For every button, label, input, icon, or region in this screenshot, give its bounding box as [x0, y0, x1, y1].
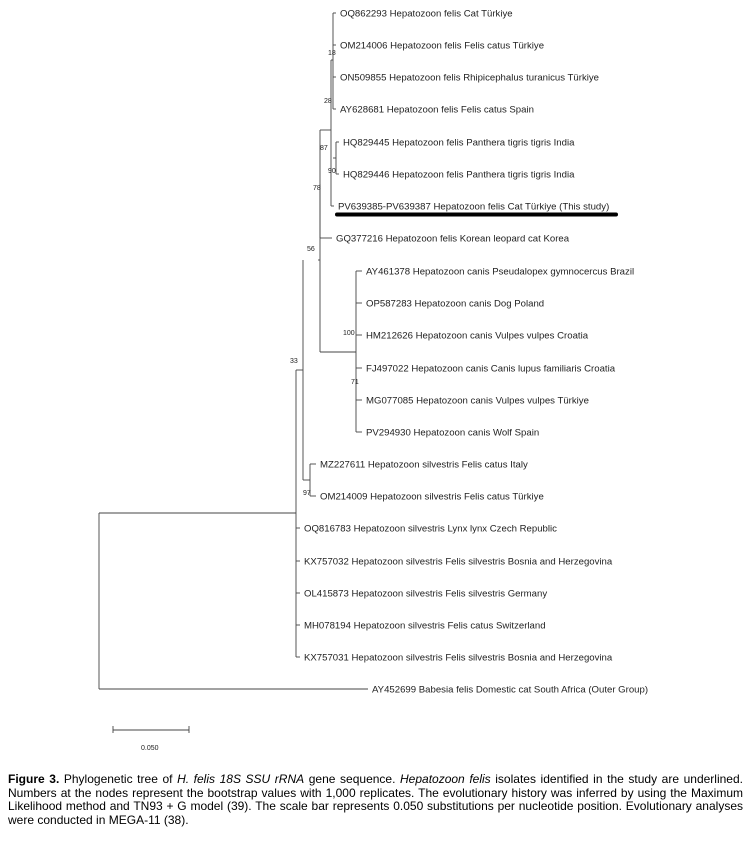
- bootstrap-97: 97: [303, 490, 311, 497]
- bootstrap-90: 90: [328, 168, 336, 175]
- leaf-label: OQ862293 Hepatozoon felis Cat Türkiye: [340, 8, 513, 20]
- bootstrap-78: 78: [313, 185, 321, 192]
- leaf-label: FJ497022 Hepatozoon canis Canis lupus familiaris Croatia: [366, 363, 616, 375]
- bootstrap-56: 56: [307, 246, 315, 253]
- caption-text-2: gene sequence.: [304, 772, 401, 786]
- leaf-label: KX757032 Hepatozoon silvestris Felis silvestris Bosnia and Herzegovina: [304, 556, 613, 568]
- caption-text-3: isolates identified in the study are underlined. Numbers at the nodes represent the bootstrap values with 1,000 replicates. The evolutionary history was inferred by using the Maximum Likelihood method and TN93 + G model (39). The scale bar represents 0.050 substitutions per nucleotide position. Evolutionary analyses were conducted in MEGA-11 (38).: [8, 772, 743, 827]
- figure-label: Figure 3.: [8, 772, 60, 786]
- leaf-label: PV639385-PV639387 Hepatozoon felis Cat Türkiye (This study): [338, 201, 610, 213]
- leaf-label: HM212626 Hepatozoon canis Vulpes vulpes Croatia: [366, 330, 589, 342]
- bootstrap-18: 18: [328, 50, 336, 57]
- leaf-label: PV294930 Hepatozoon canis Wolf Spain: [366, 427, 540, 439]
- leaf-label: HQ829446 Hepatozoon felis Panthera tigris tigris India: [343, 169, 575, 181]
- caption-species: H. felis 18S SSU rRNA: [177, 772, 305, 786]
- bootstrap-28: 28: [324, 98, 332, 105]
- caption-text-1: Phylogenetic tree of: [59, 772, 178, 786]
- caption-genus-species: Hepatozoon felis: [400, 772, 491, 786]
- bootstrap-100: 100: [343, 330, 355, 337]
- leaf-label: AY452699 Babesia felis Domestic cat South Africa (Outer Group): [372, 684, 649, 696]
- leaf-label: AY461378 Hepatozoon canis Pseudalopex gymnocercus Brazil: [366, 266, 635, 278]
- leaf-label: GQ377216 Hepatozoon felis Korean leopard cat Korea: [336, 233, 570, 245]
- bootstrap-87: 87: [320, 145, 328, 152]
- leaf-label: OL415873 Hepatozoon silvestris Felis silvestris Germany: [304, 588, 548, 600]
- leaf-label: MZ227611 Hepatozoon silvestris Felis catus Italy: [320, 459, 528, 471]
- leaf-label: OQ816783 Hepatozoon silvestris Lynx lynx Czech Republic: [304, 523, 557, 535]
- leaf-label: HQ829445 Hepatozoon felis Panthera tigris tigris India: [343, 137, 575, 149]
- leaf-label: OM214009 Hepatozoon silvestris Felis catus Türkiye: [320, 491, 544, 503]
- bootstrap-71: 71: [351, 379, 359, 386]
- bootstrap-33: 33: [290, 358, 298, 365]
- leaf-label: OM214006 Hepatozoon felis Felis catus Türkiye: [340, 40, 545, 52]
- leaf-label: AY628681 Hepatozoon felis Felis catus Spain: [340, 104, 534, 116]
- scale-bar-label: 0.050: [141, 745, 159, 752]
- leaf-label: KX757031 Hepatozoon silvestris Felis silvestris Bosnia and Herzegovina: [304, 652, 613, 664]
- figure-caption: [8, 773, 743, 827]
- leaf-label: ON509855 Hepatozoon felis Rhipicephalus turanicus Türkiye: [340, 72, 600, 84]
- leaf-label: MH078194 Hepatozoon silvestris Felis catus Switzerland: [304, 620, 546, 632]
- leaf-label: MG077085 Hepatozoon canis Vulpes vulpes Türkiye: [366, 395, 589, 407]
- leaf-label: OP587283 Hepatozoon canis Dog Poland: [366, 298, 545, 310]
